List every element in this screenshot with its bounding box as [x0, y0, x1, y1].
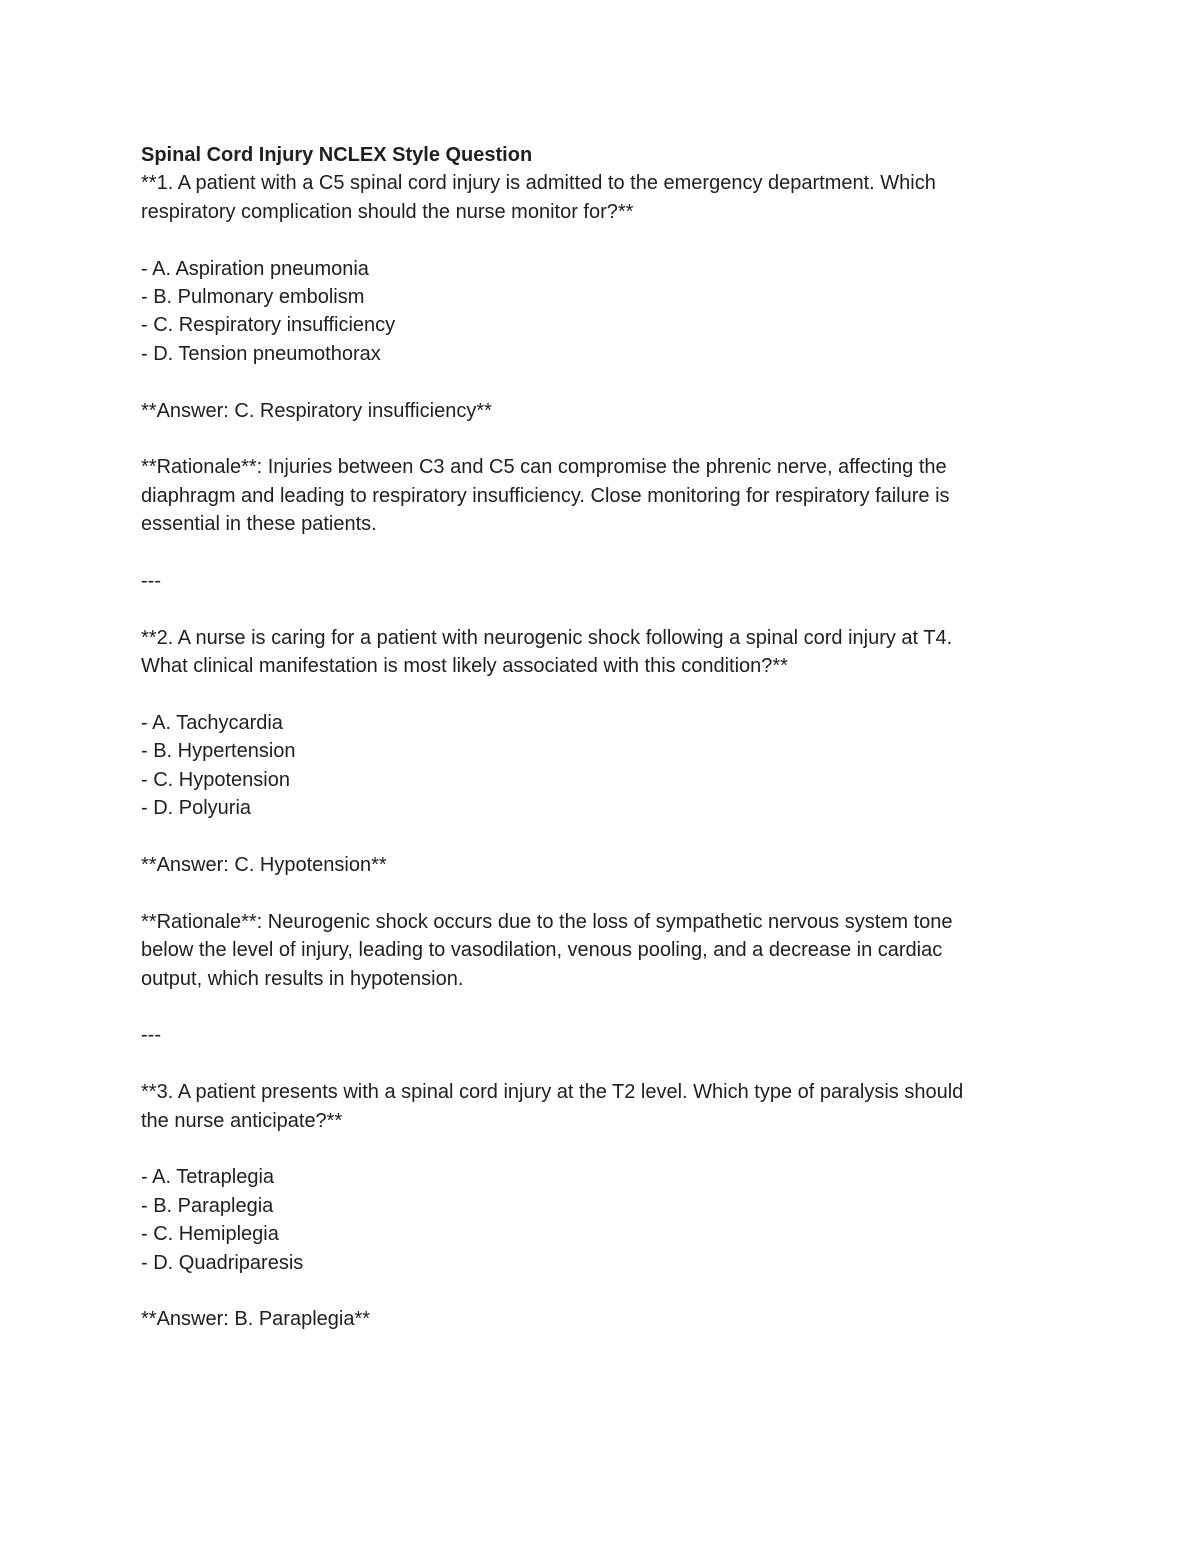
section-separator: ---: [141, 570, 161, 593]
answer-option: - B. Hypertension: [141, 740, 296, 763]
rationale-line: below the level of injury, leading to vasodilation, venous pooling, and a decrease in cardiac: [141, 939, 943, 962]
answer-option: - B. Pulmonary embolism: [141, 286, 365, 309]
spacer: [141, 1135, 1041, 1163]
answer-option: - D. Tension pneumothorax: [141, 342, 381, 365]
question-block-3: [141, 1078, 1041, 1334]
answer-option: - A. Tachycardia: [141, 712, 283, 735]
question-block-2: [141, 624, 1041, 993]
spacer: [141, 879, 1041, 907]
answer-option: - A. Aspiration pneumonia: [141, 257, 369, 280]
answer-option: - D. Polyuria: [141, 797, 252, 820]
answer-option: - D. Quadriparesis: [141, 1251, 304, 1274]
rationale-line: output, which results in hypotension.: [141, 967, 464, 990]
spacer: [141, 1277, 1041, 1305]
spacer: [141, 993, 1041, 1021]
answer-option: - C. Hypotension: [141, 768, 290, 791]
answer-option: - C. Respiratory insufficiency: [141, 314, 396, 337]
document-page: [141, 141, 1041, 1334]
rationale-line: **Rationale**: Neurogenic shock occurs due to the loss of sympathetic nervous system tone: [141, 910, 953, 933]
answer-option: - A. Tetraplegia: [141, 1166, 275, 1189]
rationale-line: diaphragm and leading to respiratory insufficiency. Close monitoring for respiratory failure is: [141, 484, 950, 507]
spacer: [141, 368, 1041, 396]
question-block-1: [141, 169, 1041, 538]
question-stem-line: **1. A patient with a C5 spinal cord injury is admitted to the emergency department. Which: [141, 172, 936, 195]
correct-answer: **Answer: B. Paraplegia**: [141, 1308, 371, 1331]
question-stem-line: **2. A nurse is caring for a patient with neurogenic shock following a spinal cord injury at T4.: [141, 626, 953, 649]
spacer: [141, 226, 1041, 254]
answer-option: - C. Hemiplegia: [141, 1223, 279, 1246]
spacer: [141, 681, 1041, 709]
question-stem-line: What clinical manifestation is most likely associated with this condition?**: [141, 655, 788, 678]
rationale-line: essential in these patients.: [141, 513, 377, 536]
question-stem-line: **3. A patient presents with a spinal cord injury at the T2 level. Which type of paralysis should: [141, 1081, 964, 1104]
document-title: Spinal Cord Injury NCLEX Style Question: [141, 144, 533, 166]
rationale-line: **Rationale**: Injuries between C3 and C5 can compromise the phrenic nerve, affecting the: [141, 456, 947, 479]
section-separator: ---: [141, 1024, 161, 1047]
spacer: [141, 595, 1041, 623]
answer-option: - B. Paraplegia: [141, 1194, 274, 1217]
correct-answer: **Answer: C. Respiratory insufficiency**: [141, 399, 492, 422]
spacer: [141, 1050, 1041, 1078]
question-stem-line: respiratory complication should the nurse monitor for?**: [141, 200, 634, 223]
spacer: [141, 823, 1041, 851]
spacer: [141, 425, 1041, 453]
correct-answer: **Answer: C. Hypotension**: [141, 854, 387, 877]
question-stem-line: the nurse anticipate?**: [141, 1109, 343, 1132]
spacer: [141, 539, 1041, 567]
